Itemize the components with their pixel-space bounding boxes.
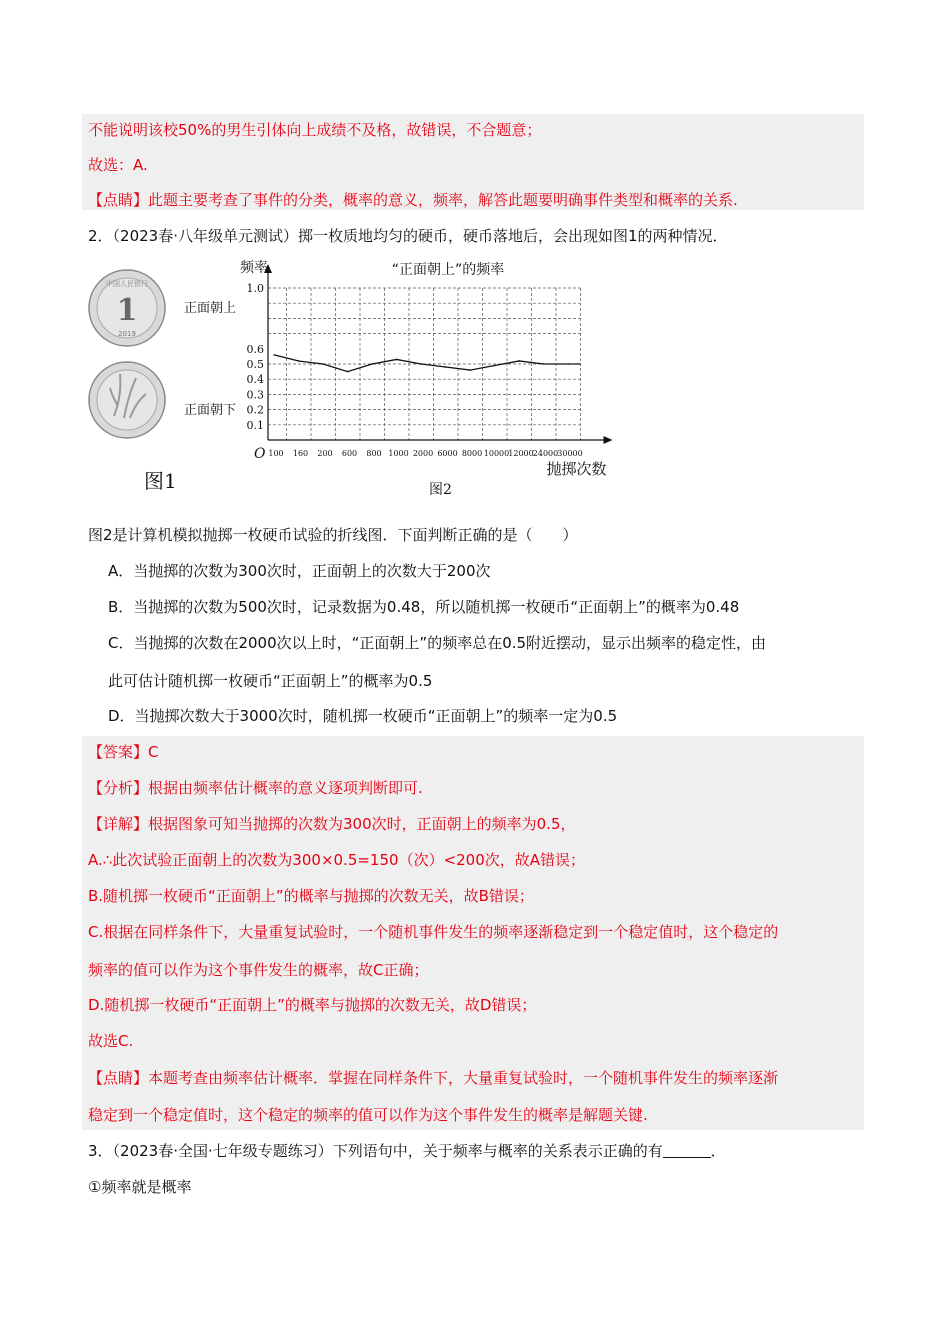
x-axis-label: 抛掷次数	[546, 460, 607, 478]
x-tick-label: 2000	[412, 449, 434, 458]
x-tick-label: 8000	[461, 449, 483, 458]
x-tick-label: 24000	[532, 449, 559, 458]
x-tick-label: 30000	[557, 449, 583, 458]
series-line	[274, 355, 580, 372]
x-tick-label: 600	[341, 449, 358, 458]
solution-remark: 【点睛】此题主要考查了事件的分类，概率的意义，频率，解答此题要明确事件类型和概率的关系.	[88, 191, 738, 209]
coin-rim-text: 中国人民银行	[106, 280, 148, 288]
x-tick-label: 160	[292, 449, 309, 458]
x-tick-label: 200	[317, 449, 333, 458]
x-tick-label: 12000	[508, 449, 534, 458]
y-tick-label: 1.0	[246, 282, 264, 295]
y-tick-label: 0.6	[246, 342, 264, 356]
solution-text: 不能说明该校50%的男生引体向上成绩不及格，故错误，不合题意；	[88, 121, 542, 139]
data-point	[298, 360, 300, 362]
answer-blank[interactable]	[663, 1143, 711, 1158]
chart-title: “正面朝上”的频率	[391, 262, 505, 278]
figure-2-caption: 图2	[429, 482, 452, 498]
coin-denomination: 1	[116, 293, 138, 328]
data-point	[347, 371, 349, 373]
data-point	[273, 354, 275, 356]
data-point	[543, 363, 545, 365]
coin-heads	[89, 270, 165, 346]
option-a: A．当抛掷的次数为300次时，正面朝上的次数大于200次	[108, 562, 491, 580]
data-point	[445, 366, 447, 368]
y-tick-label: 0.4	[246, 373, 264, 387]
option-c-continued: 此可估计随机掷一枚硬币“正面朝上”的概率为0.5	[108, 672, 433, 690]
y-axis-label: 频率	[240, 260, 268, 276]
remark-text: 稳定到一个稳定值时，这个稳定的频率的值可以作为这个事件发生的概率是解题关键.	[88, 1106, 648, 1124]
x-tick-label: 6000	[437, 449, 458, 458]
data-point	[420, 363, 422, 365]
solution-text: 故选：A.	[88, 156, 148, 174]
y-tick-label: 0.5	[246, 358, 264, 371]
detail-text: A.∴此次试验正面朝上的次数为300×0.5=150（次）<200次，故A错误；	[88, 851, 586, 869]
data-point	[396, 359, 398, 361]
tails-label: 正面朝下	[184, 403, 237, 418]
detail-text: 【详解】根据图象可知当抛掷的次数为300次时，正面朝上的频率为0.5，	[88, 815, 576, 833]
y-tick-label: 0.3	[246, 388, 264, 402]
detail-text: 频率的值可以作为这个事件发生的概率，故C正确；	[88, 961, 429, 979]
data-point	[371, 363, 373, 365]
data-point	[518, 360, 520, 362]
figure-1-caption: 图1	[144, 469, 177, 493]
option-c: C．当抛掷的次数在2000次以上时，“正面朝上”的频率总在0.5附近摆动，显示出频率的稳定性，由	[108, 634, 767, 652]
coin-year: 2019	[118, 330, 136, 338]
option-b: B．当抛掷的次数为500次时，记录数据为0.48，所以随机掷一枚硬币“正面朝上”的概率为0.48	[108, 598, 740, 616]
data-point	[494, 365, 496, 367]
figure	[84, 256, 664, 502]
y-tick-label: 0.2	[246, 403, 264, 417]
y-tick-label: 0.1	[246, 418, 264, 432]
question-3-stem	[88, 1141, 726, 1161]
detail-text: D.随机掷一枚硬币“正面朝上”的概率与抛掷的次数无关，故D错误；	[88, 996, 537, 1014]
coin-tails	[89, 362, 165, 438]
analysis-text: 【分析】根据由频率估计概率的意义逐项判断即可.	[88, 779, 423, 797]
data-point	[322, 363, 324, 365]
remark-text: 【点睛】本题考查由频率估计概率．掌握在同样条件下，大量重复试验时，一个随机事件发生的频率逐渐	[88, 1069, 779, 1087]
question-2-stem: 2．（2023春·八年级单元测试）掷一枚质地均匀的硬币，硬币落地后，会出现如图1的两种情况．	[88, 227, 728, 245]
heads-label: 正面朝上	[184, 301, 237, 316]
question-3-end: ．	[710, 1142, 726, 1160]
question-2-prompt: 图2是计算机模拟抛掷一枚硬币试验的折线图．下面判断正确的是（ ）	[88, 526, 578, 544]
detail-text: B.随机掷一枚硬币“正面朝上”的概率与抛掷的次数无关，故B错误；	[88, 887, 534, 905]
question-3-text: 3．（2023春·全国·七年级专题练习）下列语句中，关于频率与概率的关系表示正确的有	[88, 1142, 663, 1160]
x-tick-label: 800	[366, 449, 382, 458]
x-axis-arrow	[604, 436, 613, 444]
detail-text: C.根据在同样条件下，大量重复试验时，一个随机事件发生的频率逐渐稳定到一个稳定值时，这个稳定的	[88, 923, 779, 941]
data-point	[469, 369, 471, 371]
detail-text: 故选C.	[88, 1032, 134, 1050]
option-d: D．当抛掷次数大于3000次时，随机掷一枚硬币“正面朝上”的频率一定为0.5	[108, 707, 618, 725]
origin-label: O	[254, 446, 266, 462]
x-tick-label: 100	[268, 449, 284, 458]
x-tick-label: 1000	[388, 449, 409, 458]
answer-label: 【答案】C	[88, 743, 159, 761]
statement-1: ①频率就是概率	[88, 1178, 192, 1196]
x-tick-label: 10000	[483, 449, 510, 458]
frequency-chart	[240, 260, 613, 478]
data-point	[567, 363, 569, 365]
